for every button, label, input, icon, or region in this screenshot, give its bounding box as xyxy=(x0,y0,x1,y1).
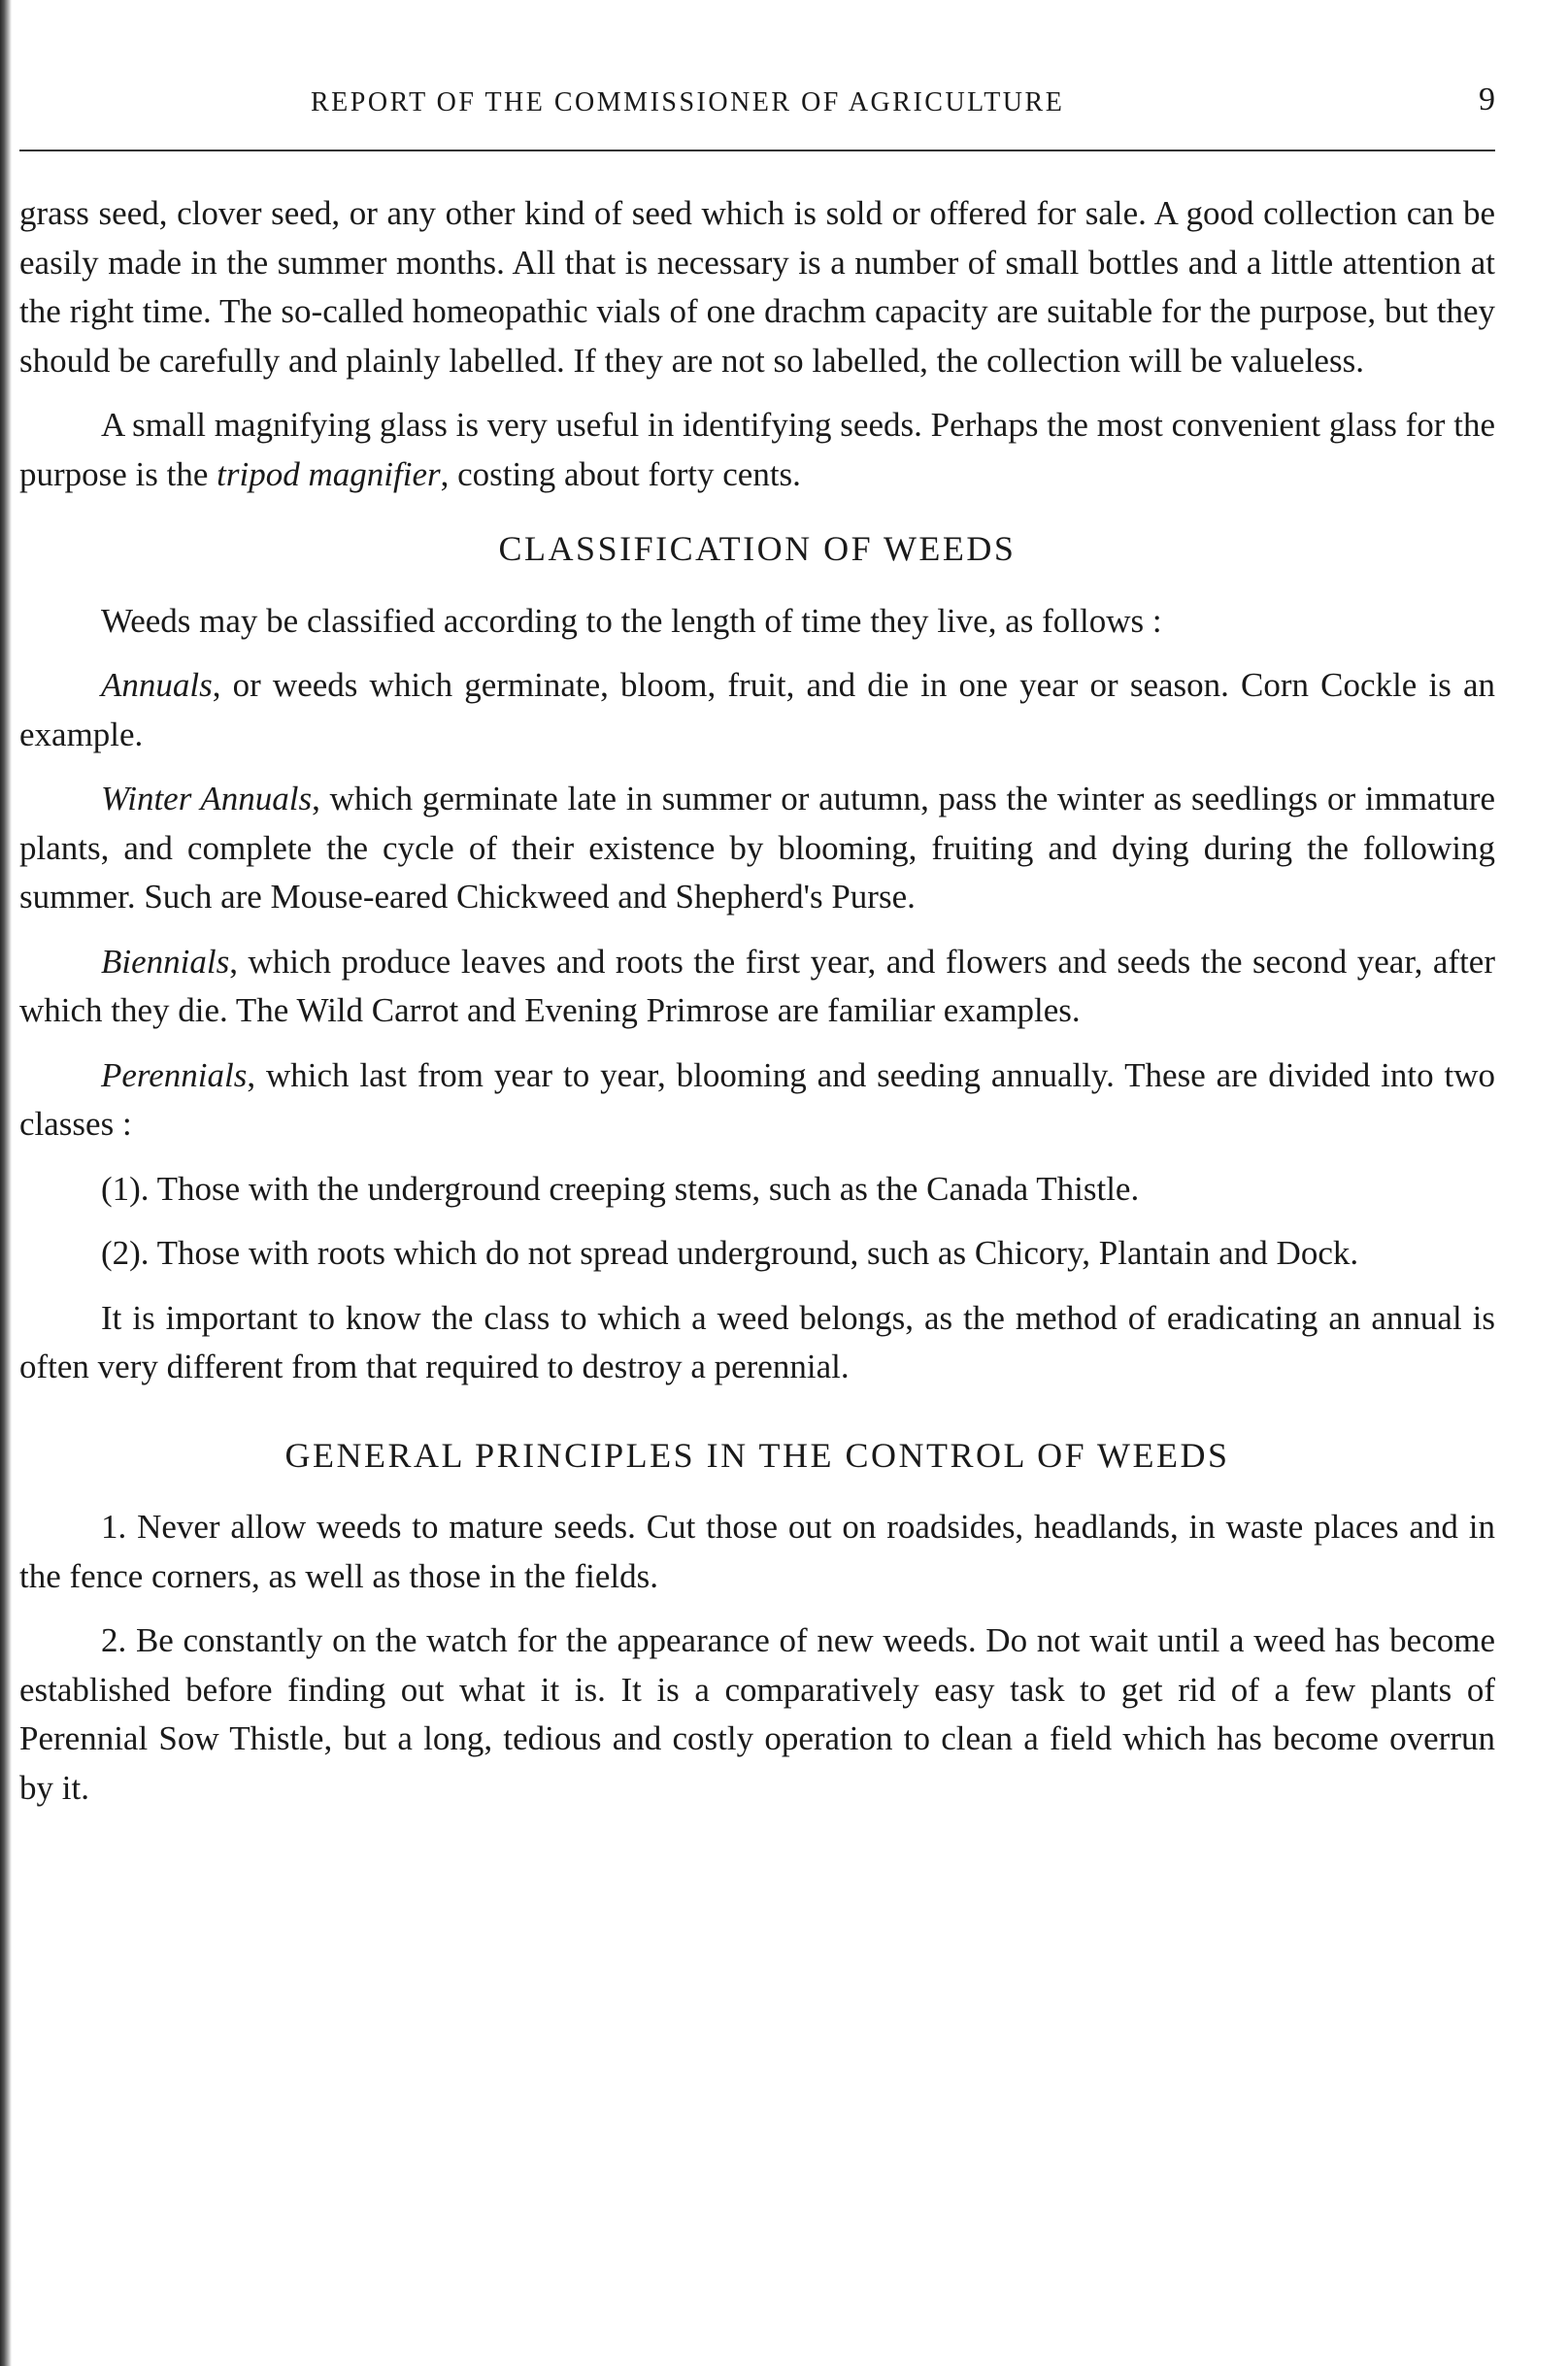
paragraph-annuals xyxy=(19,661,1495,759)
paragraph-seed-collection: grass seed, clover seed, or any other kind of seed which is sold or offered for sale. A good collection can be easily made in the summer months. All that is necessary is a number of small bottles and a little attention at the right time. The so-called homeopathic vials of one drachm capacity are suitable for the purpose, but they should be carefully and plainly labelled. If they are not so labelled, the collection will be valueless. xyxy=(19,194,1495,380)
running-title: REPORT OF THE COMMISSIONER OF AGRICULTURE xyxy=(311,87,1065,117)
text-run: , which germinate late in summer or autumn, pass the winter as seedlings or immature plants, and complete the cycle of their existence by blooming, fruiting and dying during the following summer. Such are Mouse-eared Chickweed and Shepherd's Purse. xyxy=(19,780,1496,916)
page-body xyxy=(19,189,1495,1828)
section-heading-classification: CLASSIFICATION OF WEEDS xyxy=(498,529,1017,568)
paragraph-classification-intro: Weeds may be classified according to the length of time they live, as follows : xyxy=(101,601,1162,640)
paragraph-perennial-class-2: (2). Those with roots which do not spread underground, such as Chicory, Plantain and Dock. xyxy=(101,1234,1359,1272)
page-header xyxy=(19,82,1495,130)
italic-term: Winter Annuals xyxy=(101,780,313,817)
paragraph-winter-annuals xyxy=(19,775,1495,922)
document-page xyxy=(19,0,1495,2366)
italic-term: Biennials xyxy=(101,942,230,981)
text-run: , which produce leaves and roots the first year, and flowers and seeds the second year, after which they die. The Wild Carrot and Evening Primrose are familiar examples. xyxy=(19,942,1495,1029)
paragraph-principle-2: 2. Be constantly on the watch for the appearance of new weeds. Do not wait until a weed has become established before finding out what it is. It is a comparatively easy task to get rid of a few plants of Perennial Sow Thistle, but a long, tedious and costly operation to clean a field which has become overrun by it. xyxy=(19,1621,1495,1807)
paragraph-perennials xyxy=(19,1051,1495,1150)
page-number: 9 xyxy=(1479,82,1495,117)
italic-term: tripod magnifier xyxy=(217,454,441,493)
page-binding-edge xyxy=(0,0,12,2366)
italic-term: Perennials xyxy=(101,1055,248,1094)
text-run: A small magnifying glass is very useful in identifying seeds. Perhaps the most convenient glass for the purpose is the xyxy=(19,406,1495,493)
paragraph-principle-1: 1. Never allow weeds to mature seeds. Cut those out on roadsides, headlands, in waste places and in the fence corners, as well as those in the fields. xyxy=(19,1508,1495,1595)
paragraph-perennial-class-1: (1). Those with the underground creeping stems, such as the Canada Thistle. xyxy=(101,1169,1140,1208)
text-run: , which last from year to year, blooming and seeding annually. These are divided into two classes : xyxy=(19,1055,1495,1143)
text-run: , or weeds which germinate, bloom, fruit, and die in one year or season. Corn Cockle is an example. xyxy=(19,666,1495,753)
paragraph-magnifying-glass xyxy=(19,401,1495,499)
italic-term: Annuals xyxy=(101,666,213,704)
paragraph-biennials xyxy=(19,938,1495,1036)
paragraph-importance: It is important to know the class to which a weed belongs, as the method of eradicating an annual is often very different from that required to destroy a perennial. xyxy=(19,1298,1495,1385)
section-heading-principles: GENERAL PRINCIPLES IN THE CONTROL OF WEEDS xyxy=(284,1435,1230,1475)
text-run: , costing about forty cents. xyxy=(440,454,801,493)
header-rule xyxy=(19,150,1495,151)
